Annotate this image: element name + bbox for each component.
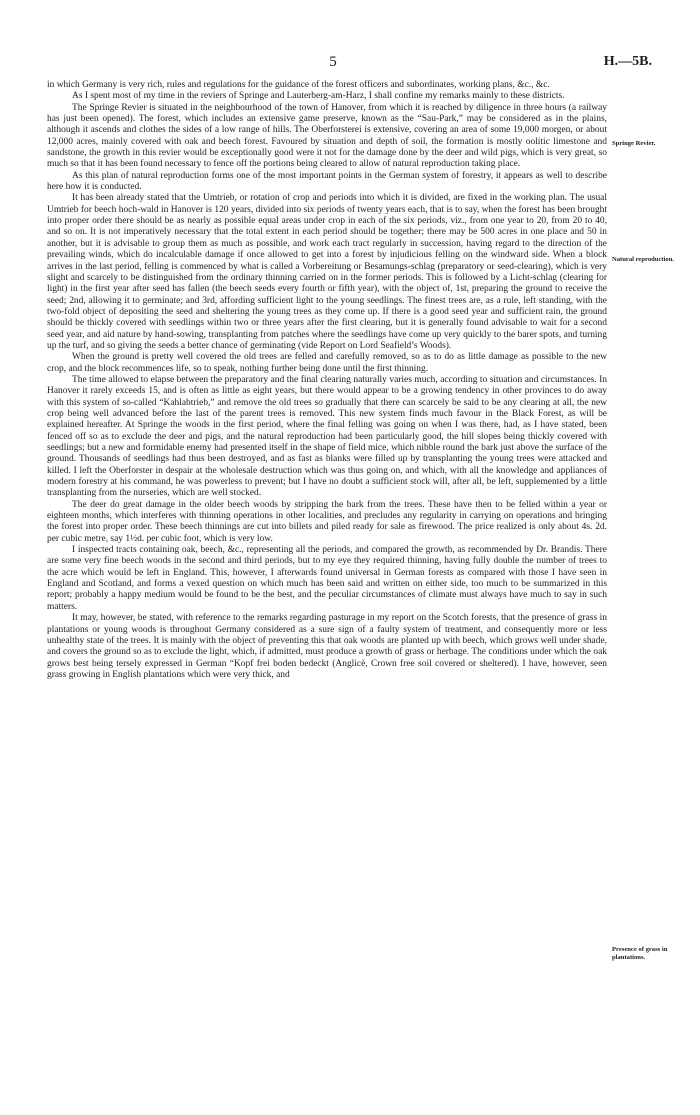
body-text bbox=[47, 80, 607, 681]
paragraph: As I spent most of my time in the reviers of Springe and Lauterberg-am-Harz, I shall confine my remarks mainly to these districts. bbox=[72, 91, 565, 102]
margin-note-natural-reproduction: Natural reproduction. bbox=[612, 256, 675, 263]
page-number: 5 bbox=[329, 54, 337, 70]
paragraph: When the ground is pretty well covered the old trees are felled and carefully removed, so as to do as little damage as possible to the new crop, and the block recommences life, so to speak, nothing further being done until the first thinning. bbox=[47, 352, 607, 374]
paragraph: in which Germany is very rich, rules and regulations for the guidance of the forest officers and subordinates, working plans, &c., &c. bbox=[47, 80, 550, 90]
paragraph: The deer do great damage in the older beech woods by stripping the bark from the trees. These have then to be felled within a year or eighteen months, which interferes with thinning operations in other localities, and precludes any regularity in carrying on operations and bringing the forest into proper order. These beech thinnings are cut into billets and piled ready for sale as firewood. The price realized is only about 4s. 2d. per cubic metre, say 1½d. per cubic foot, which is very low. bbox=[47, 499, 607, 544]
paragraph: It has been already stated that the Umtrieb, or rotation of crop and periods into which it is divided, are fixed in the working plan. The usual Umtrieb for beech hoch-wald in Hanover is 120 years, divided into six periods of twenty years each, that is to say, when the forest has been brought into proper order there should be as nearly as possible equal areas under crop in each of the six periods, viz., from one year to 20, from 20 to 40, and so on. It is not imperatively necessary that the total extent in each period should be together; there may be 500 acres in one place and 50 in another, but it is advisable to group them as much as possible, and work each tract regularly in succession, having regard to the direction of the prevailing winds, which do incalculable damage if once allowed to get into a forest by injudicious felling on the windward side. When a block arrives in the last period, felling is commenced by what is called a Vorbereitung or Besamungs-schlag (preparatory or seed-clearing), which is very slight and scarcely to be distinguished from the ordinary thinning carried on in the former periods. This is followed by a Licht-schlag (clearing for light) in the first year after seed has fallen (the beech seeds every fourth or fifth year), with the object of, 1st, preparing the ground to receive the seed; 2nd, allowing it to germinate; and 3rd, affording sufficient light to the young seedlings. The finest trees are, as a rule, left standing, with the two-fold object of depositing the seed and sheltering the young trees as they come up. If there is a good seed year and sufficient rain, the ground should be thickly covered with seedlings within two or three years after the first clearing, but it is generally found advisable to wait for a second seed year, and aid nature by hand-sowing, transplanting from patches where the seedlings have come up very quickly to the barer spots, and turning up the turf, and so giving the seeds a better chance of germinating (vide Report on Lord Seafield’s Woods). bbox=[47, 193, 607, 351]
margin-note-springe-revier: Springe Revier. bbox=[612, 140, 656, 147]
paragraph: As this plan of natural reproduction forms one of the most important points in the German system of forestry, it appears as well to describe here how it is conducted. bbox=[47, 170, 607, 193]
paragraph: I inspected tracts containing oak, beech, &c., representing all the periods, and compared the growth, as recommended by Dr. Brandis. There are some very fine beech woods in the second and third periods, but to my eye they required thinning, having fully double the number of trees to the acre which would be left in England. This, however, I afterwards found universal in German forests as compared with those I have seen in England and Scotland, and forms a vexed question on which much has been said and written on either side, too much to be summarized in this report; probably a happy medium would be found to be the best, and the peculiar circumstances of climate must always have much to say in such matters. bbox=[47, 545, 607, 612]
document-reference: H.—5B. bbox=[603, 54, 652, 69]
margin-note-presence-of-grass: Presence of grass in plantations. bbox=[612, 946, 668, 961]
paragraph: It may, however, be stated, with reference to the remarks regarding pasturage in my report on the Scotch forests, that the presence of grass in plantations or young woods is throughout Germany considered as a sure sign of a faulty system of treatment, and consequently more or less unhealthy state of the trees. It is mainly with the object of preventing this that oak woods are planted up with beech, which grows well under shade, and covers the ground so as to exclude the light, which, if admitted, must produce a growth of grass or herbage. The conditions under which the oak grows best being tersely expressed in German “Kopf frei boden bedeckt (Anglicè, Crown free soil covered or sheltered). I have, however, seen grass growing in English plantations which were very thick, and bbox=[47, 613, 607, 680]
paragraph: The Springe Revier is situated in the neighbourhood of the town of Hanover, from which it is reached by diligence in three hours (a railway has just been opened). The forest, which includes an extensive game preserve, known as the “Sau-Park,” may be considered as in the plains, although it ascends and clothes the sides of a low range of hills. The Oberforsterei is extensive, covering an area of some 19,000 morgen, or about 12,000 acres, mainly covered with oak and beech forest. Favoured by situation and depth of soil, the formation is mostly oolitic limestone and sandstone, the growth in this revier would be exceptionally good were it not for the damage done by the deer and wild pigs, which is very great, so much so that it has been found necessary to fence off the portions being cleared to allow of natural reproduction taking place. bbox=[47, 102, 607, 170]
paragraph: The time allowed to elapse between the preparatory and the final clearing naturally varies much, according to situation and circumstances. In Hanover it rarely exceeds 15, and is often as little as eight years, but there would appear to be a growing tendency in other provinces to do away with this system of so-called “Kahlabtrieb,” and remove the old trees so gradually that there can scarcely be said to be any clearing at all, the new crop being well advanced before the last of the parent trees is removed. This new system finds much favour in the Black Forest, as will be explained hereafter. At Springe the woods in the first period, where the final felling was going on when I was there, had, as I have stated, been fenced off so as to exclude the deer and pigs, and the natural reproduction had been particularly good, the hill slopes being thickly covered with seedlings; but a new and formidable enemy had presented itself in the shape of field mice, which nibble round the bark just above the surface of the ground. Thousands of seedlings had thus been destroyed, and as fast as blanks were filled up by transplanting the young trees were attacked and killed. I left the Oberforster in despair at the wholesale destruction which was thus going on, and which, with all the knowledge and appliances of modern forestry at his command, he was powerless to prevent; but I have no doubt a sufficient stock will, after all, be left, supplemented by a little transplanting from the nurseries, which are well stocked. bbox=[47, 374, 607, 499]
